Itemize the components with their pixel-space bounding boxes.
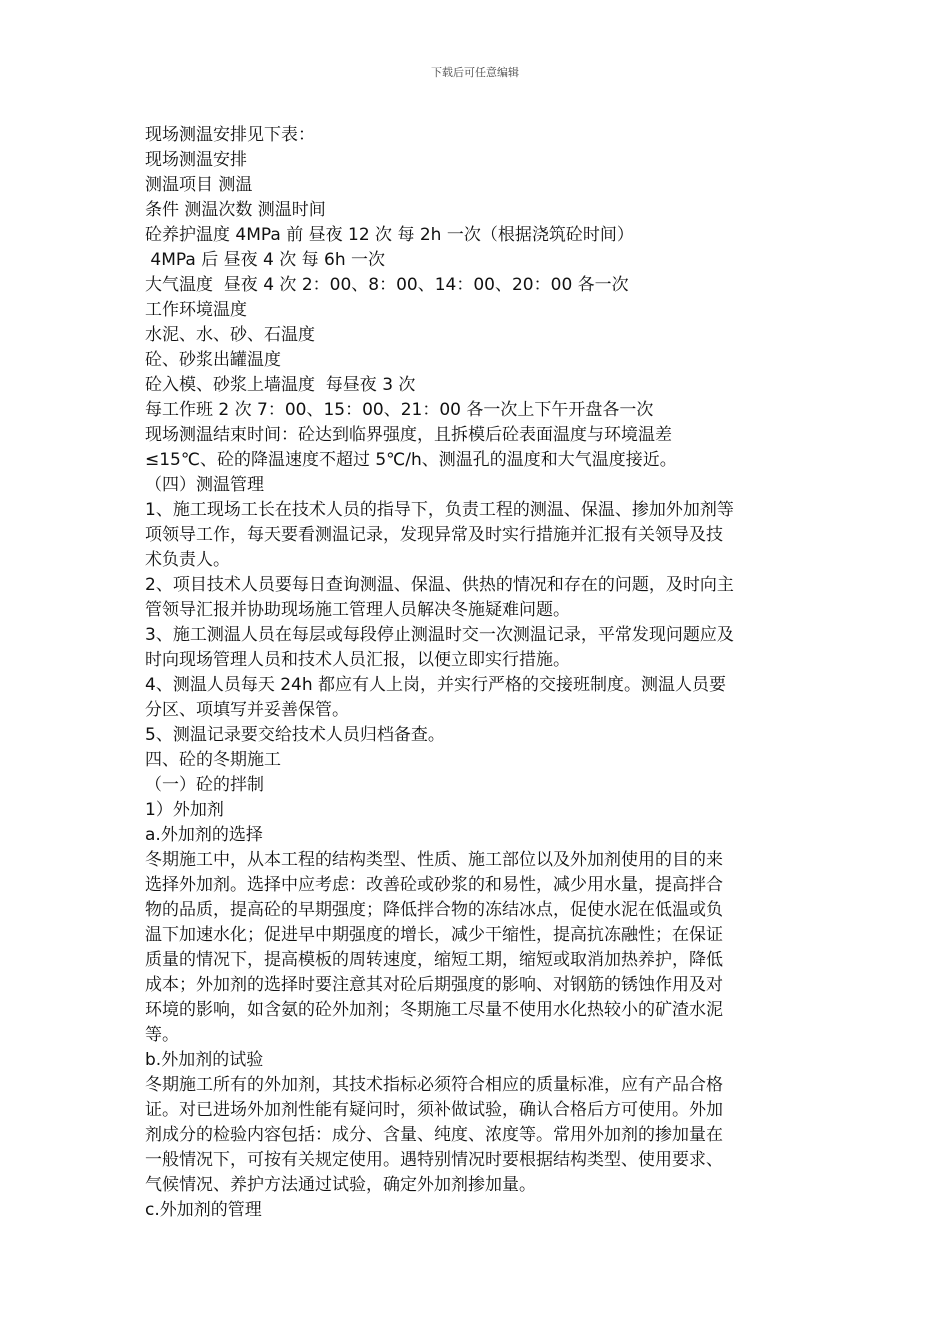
section-heading: 1）外加剂 [145,800,224,820]
text-line: 现场测温结束时间：砼达到临界强度，且拆模后砼表面温度与环境温差 [145,425,672,445]
text-line: 现场测温安排 [145,150,247,170]
section-heading: 四、砼的冬期施工 [145,750,281,770]
text-line: ≤15℃、砼的降温速度不超过 5℃/h、测温孔的温度和大气温度接近。 [145,450,677,470]
text-line: 选择外加剂。选择中应考虑：改善砼或砂浆的和易性，减少用水量，提高拌合 [145,875,723,895]
text-line: 1、施工现场工长在技术人员的指导下，负责工程的测温、保温、掺加外加剂等 [145,500,734,520]
document-body [145,123,810,1223]
text-line: 工作环境温度 [145,300,247,320]
text-line: 等。 [145,1025,179,1045]
section-heading: b.外加剂的试验 [145,1050,264,1070]
text-line: 冬期施工中，从本工程的结构类型、性质、施工部位以及外加剂使用的目的来 [145,850,723,870]
text-line: 项领导工作，每天要看测温记录，发现异常及时实行措施并汇报有关领导及技 [145,525,723,545]
section-heading: （一）砼的拌制 [145,775,264,795]
text-line: 质量的情况下，提高模板的周转速度，缩短工期，缩短或取消加热养护，降低 [145,950,723,970]
text-line: 温下加速水化；促进早中期强度的增长，减少干缩性，提高抗冻融性；在保证 [145,925,723,945]
text-line: 术负责人。 [145,550,230,570]
text-line: 大气温度 昼夜 4 次 2：00、8：00、14：00、20：00 各一次 [145,275,629,295]
text-line: 物的品质，提高砼的早期强度；降低拌合物的冻结冰点，促使水泥在低温或负 [145,900,723,920]
text-line: 砼养护温度 4MPa 前 昼夜 12 次 每 2h 一次（根据浇筑砼时间） [145,225,634,245]
text-line: 一般情况下，可按有关规定使用。遇特别情况时要根据结构类型、使用要求、 [145,1150,723,1170]
text-line: 冬期施工所有的外加剂，其技术指标必须符合相应的质量标准，应有产品合格 [145,1075,723,1095]
text-line: 环境的影响，如含氨的砼外加剂；冬期施工尽量不使用水化热较小的矿渣水泥 [145,1000,723,1020]
text-line: 剂成分的检验内容包括：成分、含量、纯度、浓度等。常用外加剂的掺加量在 [145,1125,723,1145]
text-line: 分区、项填写并妥善保管。 [145,700,349,720]
text-line: 现场测温安排见下表： [145,125,315,145]
section-heading: c.外加剂的管理 [145,1200,262,1220]
text-line: 气候情况、养护方法通过试验，确定外加剂掺加量。 [145,1175,536,1195]
text-line: 证。对已进场外加剂性能有疑问时，须补做试验，确认合格后方可使用。外加 [145,1100,723,1120]
text-line: 4MPa 后 昼夜 4 次 每 6h 一次 [145,250,386,270]
text-line: 砼、砂浆出罐温度 [145,350,281,370]
text-line: 4、测温人员每天 24h 都应有人上岗，并实行严格的交接班制度。测温人员要 [145,675,727,695]
text-line: 水泥、水、砂、石温度 [145,325,315,345]
text-line: 测温项目 测温 [145,175,253,195]
text-line: 3、施工测温人员在每层或每段停止测温时交一次测温记录，平常发现问题应及 [145,625,734,645]
text-line: 砼入模、砂浆上墙温度 每昼夜 3 次 [145,375,416,395]
text-line: 每工作班 2 次 7：00、15：00、21：00 各一次上下午开盘各一次 [145,400,654,420]
text-line: 管领导汇报并协助现场施工管理人员解决冬施疑难问题。 [145,600,570,620]
text-line: 成本；外加剂的选择时要注意其对砼后期强度的影响、对钢筋的锈蚀作用及对 [145,975,723,995]
text-line: 2、项目技术人员要每日查询测温、保温、供热的情况和存在的问题，及时向主 [145,575,734,595]
text-line: 5、测温记录要交给技术人员归档备查。 [145,725,445,745]
page-header: 下载后可任意编辑 [431,66,519,79]
section-heading: a.外加剂的选择 [145,825,263,845]
section-heading: （四）测温管理 [145,475,264,495]
text-line: 条件 测温次数 测温时间 [145,200,326,220]
text-line: 时向现场管理人员和技术人员汇报，以便立即实行措施。 [145,650,570,670]
